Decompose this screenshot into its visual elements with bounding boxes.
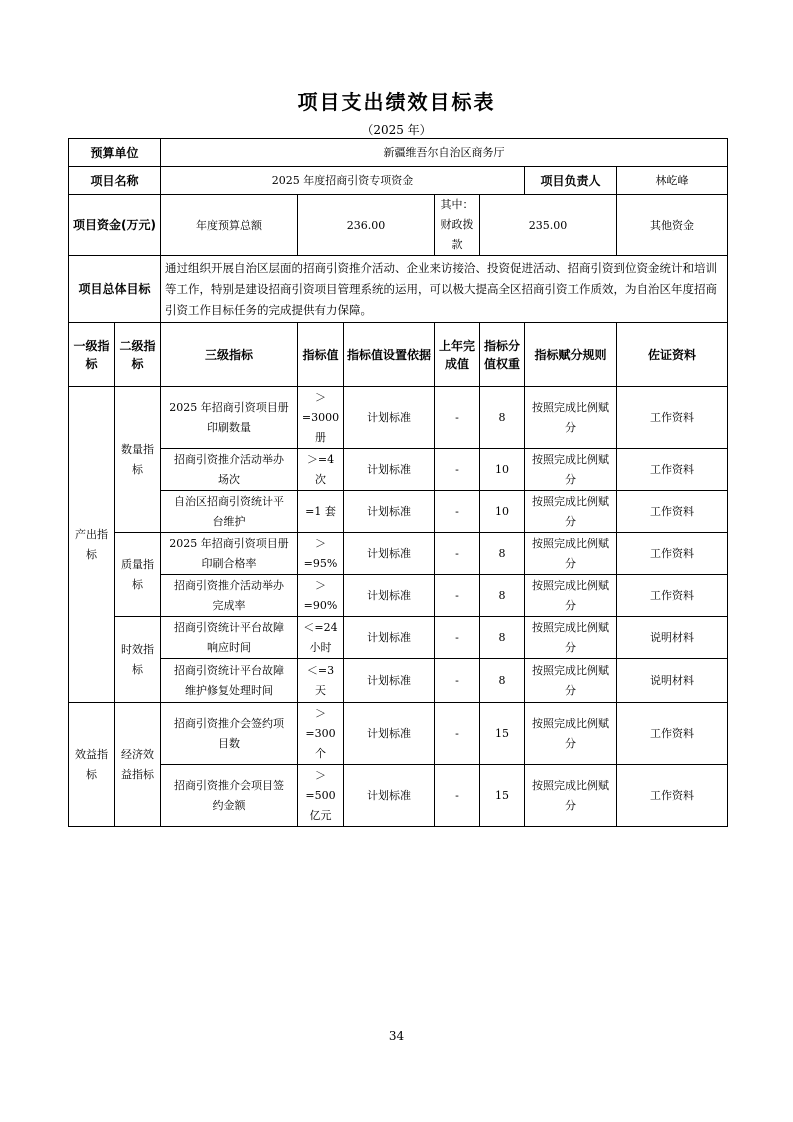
level2-cell: 数量指标 [115,387,161,533]
project-leader-value: 林屹峰 [617,167,728,195]
evidence-cell: 工作资料 [617,449,728,491]
value-cell: ＞=95% [298,533,344,575]
basis-cell: 计划标准 [344,575,435,617]
basis-cell: 计划标准 [344,703,435,765]
weight-cell: 15 [480,765,525,827]
weight-cell: 8 [480,617,525,659]
value-cell: =1 套 [298,491,344,533]
rule-cell: 按照完成比例赋分 [525,491,617,533]
page-title: 项目支出绩效目标表 [297,90,496,114]
last-year-cell: - [435,703,480,765]
table-row [69,765,728,827]
performance-table [68,138,728,827]
level2-cell: 经济效益指标 [115,703,161,827]
level3-cell: 招商引资统计平台故障响应时间 [161,617,298,659]
annual-budget-value: 236.00 [298,195,435,256]
fiscal-label: 其中：财政拨款 [435,195,480,256]
evidence-cell: 工作资料 [617,387,728,449]
col-header: 上年完成值 [435,323,480,387]
annual-budget-label: 年度预算总额 [161,195,298,256]
last-year-cell: - [435,617,480,659]
rule-cell: 按照完成比例赋分 [525,703,617,765]
evidence-cell: 工作资料 [617,765,728,827]
rule-cell: 按照完成比例赋分 [525,533,617,575]
funds-row [69,195,728,256]
last-year-cell: - [435,765,480,827]
table-row [69,387,728,449]
table-row [69,659,728,703]
weight-cell: 8 [480,387,525,449]
weight-cell: 8 [480,533,525,575]
level2-cell: 时效指标 [115,617,161,703]
project-name-row [69,167,728,195]
value-cell: ＞=500 亿元 [298,765,344,827]
column-header-row [69,323,728,387]
weight-cell: 10 [480,449,525,491]
evidence-cell: 工作资料 [617,703,728,765]
level3-cell: 2025 年招商引资项目册印刷数量 [161,387,298,449]
basis-cell: 计划标准 [344,387,435,449]
other-funds-label: 其他资金 [617,195,728,256]
funds-label: 项目资金(万元) [69,195,161,256]
value-cell: ＞=300 个 [298,703,344,765]
level3-cell: 2025 年招商引资项目册印刷合格率 [161,533,298,575]
level3-cell: 招商引资推介活动举办场次 [161,449,298,491]
level1-cell: 产出指标 [69,387,115,703]
col-header: 指标值 [298,323,344,387]
basis-cell: 计划标准 [344,533,435,575]
col-header: 佐证资料 [617,323,728,387]
project-leader-label: 项目负责人 [525,167,617,195]
col-header: 二级指标 [115,323,161,387]
page-subtitle: （2025 年） [361,123,432,137]
rule-cell: 按照完成比例赋分 [525,659,617,703]
value-cell: ＞=3000 册 [298,387,344,449]
level3-cell: 自治区招商引资统计平台维护 [161,491,298,533]
table-row [69,491,728,533]
col-header: 三级指标 [161,323,298,387]
col-header: 一级指标 [69,323,115,387]
project-name-value: 2025 年度招商引资专项资金 [161,167,525,195]
level2-cell: 质量指标 [115,533,161,617]
rule-cell: 按照完成比例赋分 [525,617,617,659]
value-cell: ＞=4 次 [298,449,344,491]
rule-cell: 按照完成比例赋分 [525,387,617,449]
weight-cell: 15 [480,703,525,765]
basis-cell: 计划标准 [344,765,435,827]
evidence-cell: 工作资料 [617,575,728,617]
value-cell: ＜=3 天 [298,659,344,703]
evidence-cell: 工作资料 [617,533,728,575]
basis-cell: 计划标准 [344,491,435,533]
table-row [69,617,728,659]
basis-cell: 计划标准 [344,617,435,659]
basis-cell: 计划标准 [344,449,435,491]
col-header: 指标分值权重 [480,323,525,387]
evidence-cell: 说明材料 [617,659,728,703]
rule-cell: 按照完成比例赋分 [525,575,617,617]
level3-cell: 招商引资统计平台故障维护修复处理时间 [161,659,298,703]
weight-cell: 8 [480,659,525,703]
last-year-cell: - [435,659,480,703]
weight-cell: 10 [480,491,525,533]
rule-cell: 按照完成比例赋分 [525,449,617,491]
level3-cell: 招商引资推介会项目签约金额 [161,765,298,827]
last-year-cell: - [435,449,480,491]
table-row [69,449,728,491]
page-number: 34 [388,1029,405,1043]
budget-unit-value: 新疆维吾尔自治区商务厅 [161,139,728,167]
level3-cell: 招商引资推介会签约项目数 [161,703,298,765]
table-row [69,533,728,575]
budget-unit-label: 预算单位 [69,139,161,167]
level3-cell: 招商引资推介活动举办完成率 [161,575,298,617]
last-year-cell: - [435,491,480,533]
overall-goal-row [69,256,728,323]
level1-cell: 效益指标 [69,703,115,827]
last-year-cell: - [435,575,480,617]
last-year-cell: - [435,387,480,449]
budget-unit-row [69,139,728,167]
value-cell: ＜=24 小时 [298,617,344,659]
fiscal-value: 235.00 [480,195,617,256]
overall-goal-text: 通过组织开展自治区层面的招商引资推介活动、企业来访接洽、投资促进活动、招商引资到位资金统计和培训等工作，特别是建设招商引资项目管理系统的运用，可以极大提高全区招商引资工作质效，为自治区年度招商引资工作目标任务的完成提供有力保障。 [161,256,728,323]
table-row [69,575,728,617]
table-row [69,703,728,765]
rule-cell: 按照完成比例赋分 [525,765,617,827]
col-header: 指标值设置依据 [344,323,435,387]
project-name-label: 项目名称 [69,167,161,195]
basis-cell: 计划标准 [344,659,435,703]
col-header: 指标赋分规则 [525,323,617,387]
evidence-cell: 说明材料 [617,617,728,659]
weight-cell: 8 [480,575,525,617]
evidence-cell: 工作资料 [617,491,728,533]
value-cell: ＞=90% [298,575,344,617]
last-year-cell: - [435,533,480,575]
overall-goal-label: 项目总体目标 [69,256,161,323]
